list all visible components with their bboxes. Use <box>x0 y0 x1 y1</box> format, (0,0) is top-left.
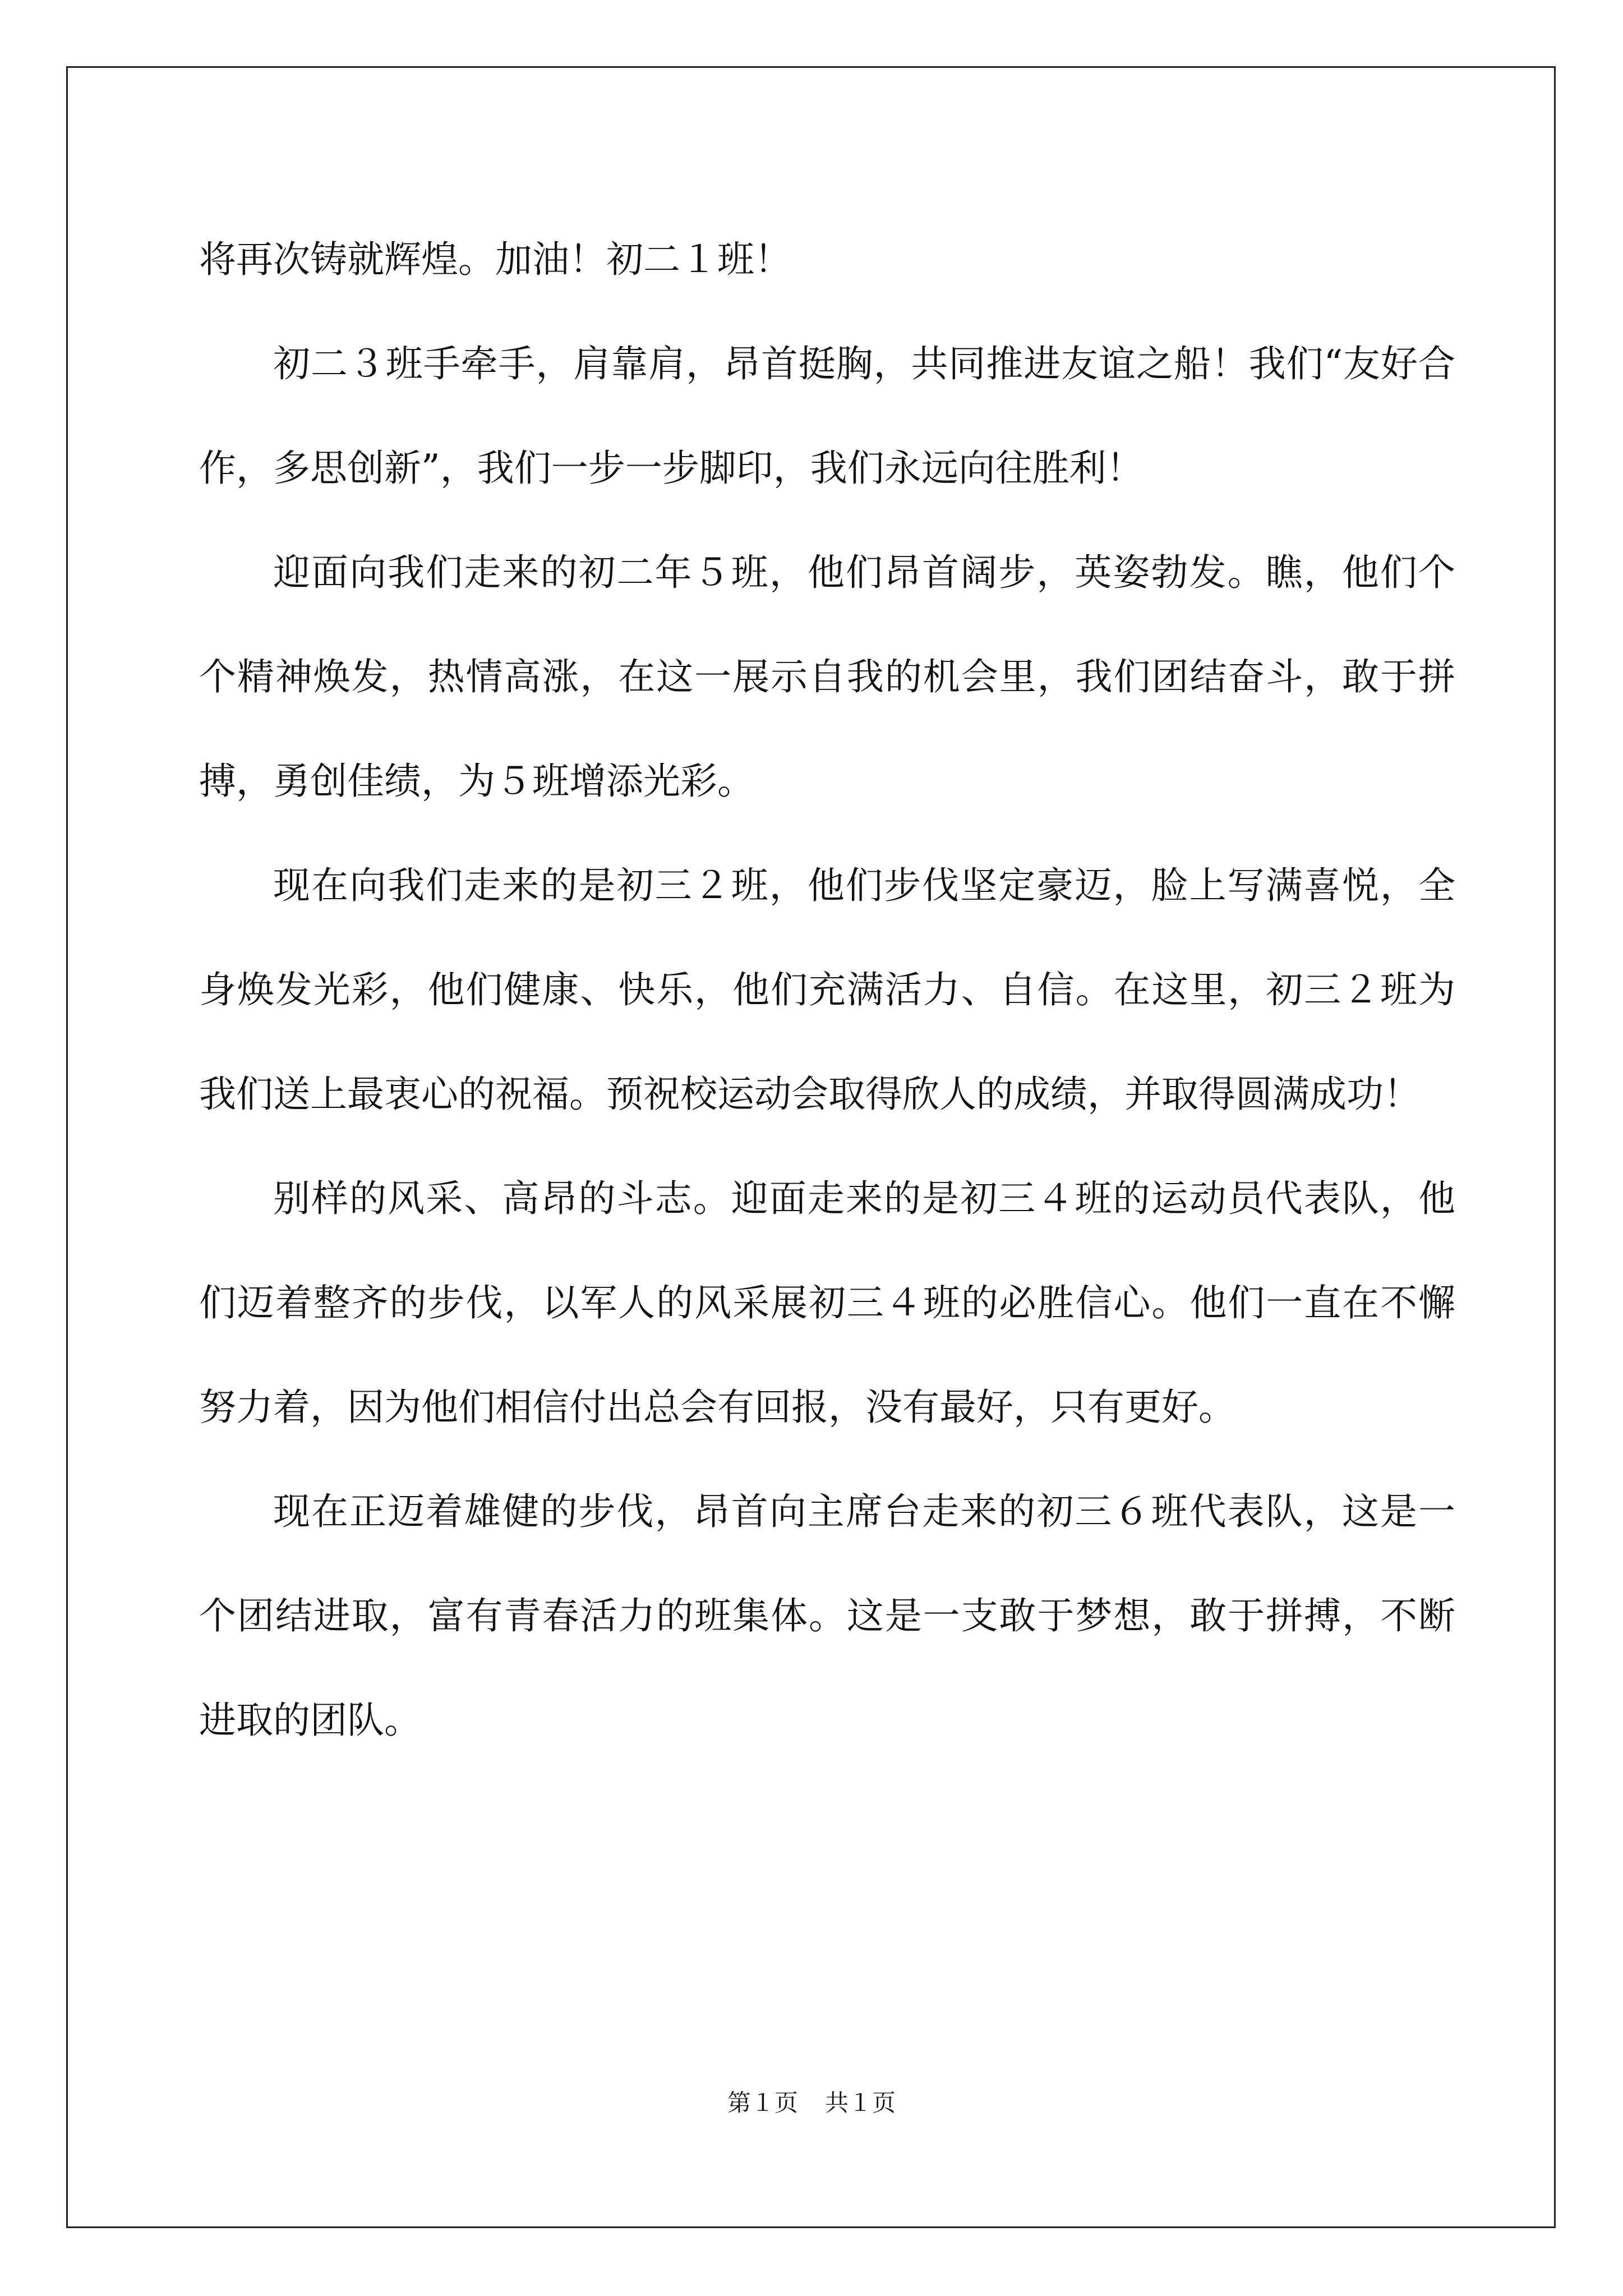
paragraph-2: 初二３班手牵手，肩靠肩，昂首挺胸，共同推进友谊之船！我们“友好合作，多思创新”，我们一步一步脚印，我们永远向往胜利！ <box>199 342 1455 490</box>
paragraph-3: 迎面向我们走来的初二年５班，他们昂首阔步，英姿勃发。瞧，他们个个精神焕发，热情高涨，在这一展示自我的机会里，我们团结奋斗，敢于拼搏，勇创佳绩，为５班增添光彩。 <box>199 551 1455 803</box>
paragraph-4: 现在向我们走来的是初三２班，他们步伐坚定豪迈，脸上写满喜悦，全身焕发光彩，他们健康、快乐，他们充满活力、自信。在这里，初三２班为我们送上最衷心的祝福。预祝校运动会取得欣人的成绩，并取得圆满成功！ <box>199 864 1455 1116</box>
paragraph-5: 别样的风采、高昂的斗志。迎面走来的是初三４班的运动员代表队，他们迈着整齐的步伐，以军人的风采展初三４班的必胜信心。他们一直在不懈努力着，因为他们相信付出总会有回报，没有最好，只有更好。 <box>199 1177 1455 1429</box>
page-number: 第１页 <box>727 2089 798 2116</box>
page-footer <box>0 2085 1623 2118</box>
paragraph-6: 现在正迈着雄健的步伐，昂首向主席台走来的初三６班代表队，这是一个团结进取，富有青春活力的班集体。这是一支敢于梦想，敢于拼搏，不断进取的团队。 <box>199 1490 1455 1742</box>
page-total: 共１页 <box>825 2089 896 2116</box>
document-body <box>199 208 1455 1773</box>
paragraph-1: 将再次铸就辉煌。加油！初二１班！ <box>199 238 791 281</box>
